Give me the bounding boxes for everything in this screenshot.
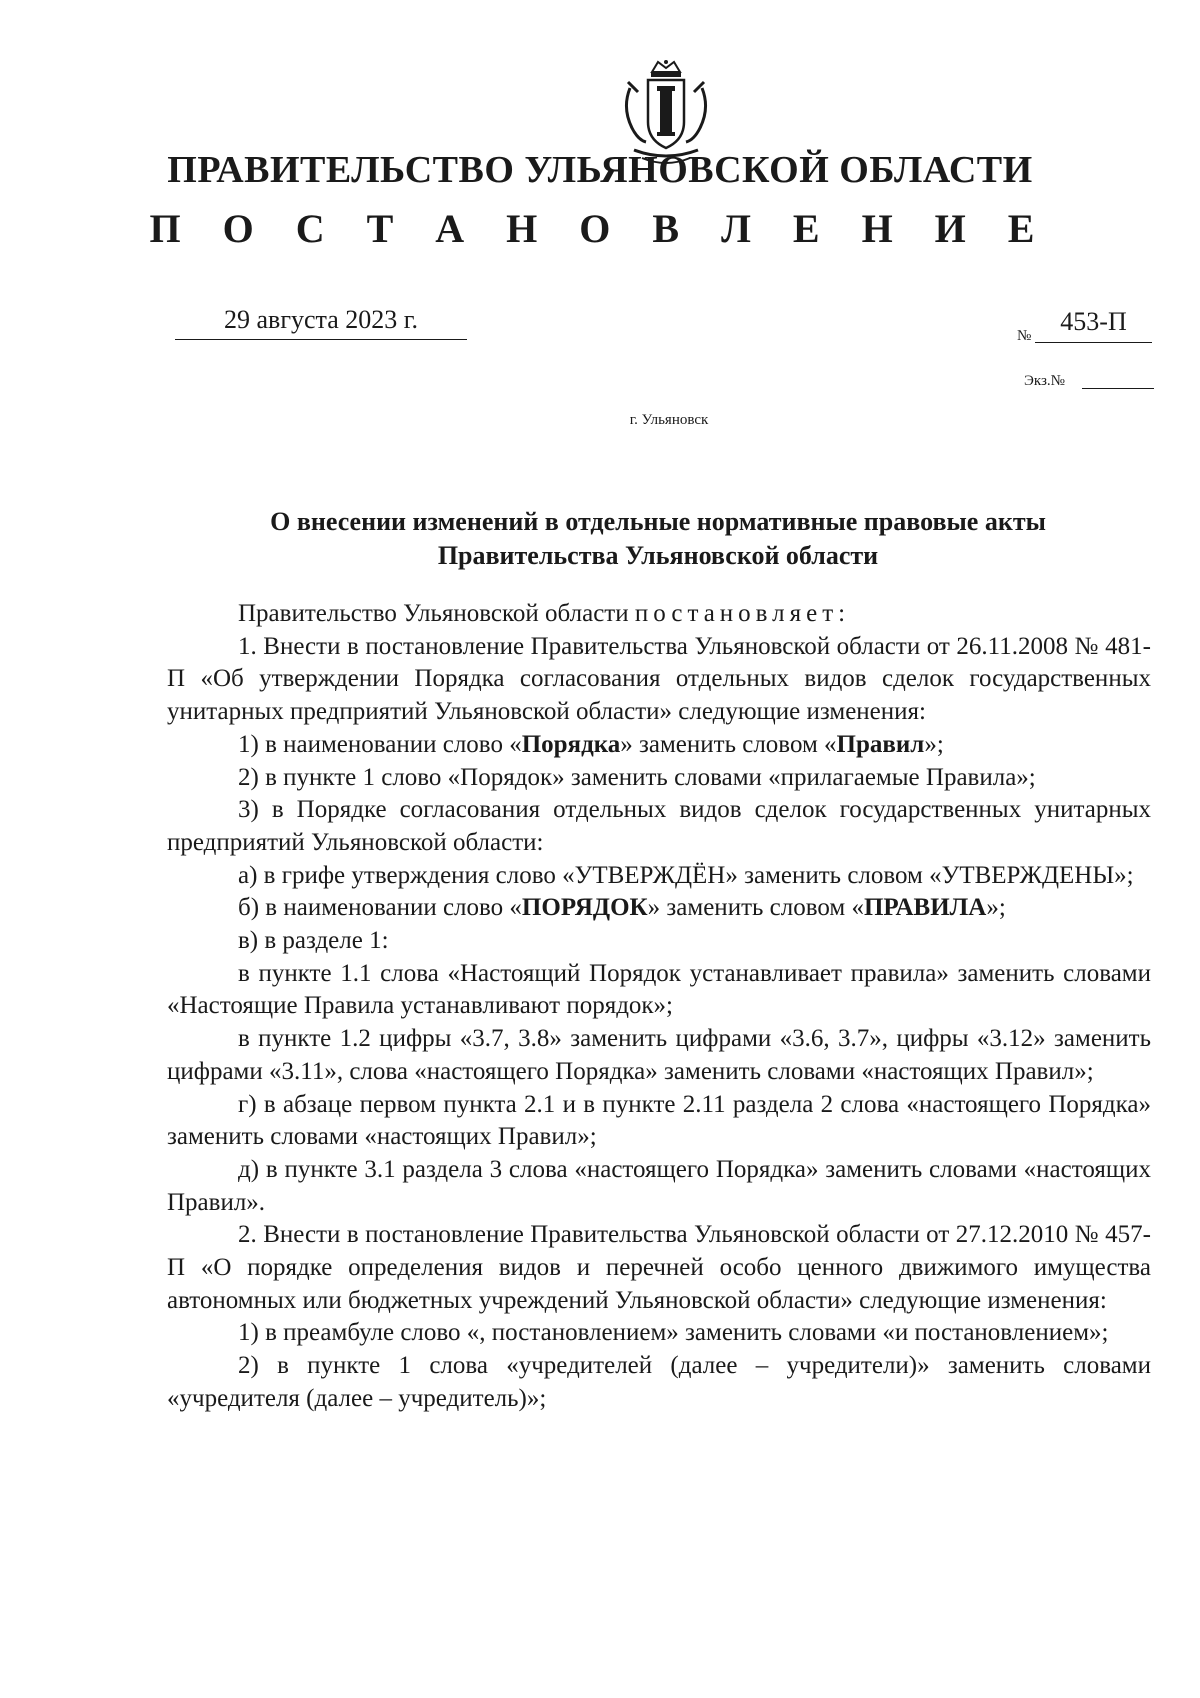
paragraph-1-3-d: д) в пункте 3.1 раздела 3 слова «настоящего Порядка» заменить словами «настоящих Правил». [167, 1155, 1151, 1216]
paragraph-1-3: 3) в Порядке согласования отдельных видов сделок государственных унитарных предприятий Ульяновской области: [167, 796, 1151, 856]
paragraph-1-3-v-1: в пункте 1.1 слова «Настоящий Порядок устанавливает правила» заменить словами «Настоящие Правила устанавливают порядок»; [167, 959, 1151, 1020]
paragraph-1-3-a: а) в грифе утверждения слово «УТВЕРЖДЁН» заменить словом «УТВЕРЖДЕНЫ»; [238, 861, 1134, 889]
paragraph-1-3-v: в) в разделе 1: [238, 927, 389, 955]
paragraph-2-2: 2) в пункте 1 слова «учредителей (далее – учредители)» заменить словами «учредителя (далее – учредитель)»; [167, 1352, 1151, 1412]
document-date: 29 августа 2023 г. [175, 305, 467, 340]
copy-number-line [1082, 388, 1154, 389]
paragraph-1-1: 1) в наименовании слово «Порядка» заменить словом «Правил»; [238, 730, 944, 758]
heading-line-1: О внесении изменений в отдельные нормативные правовые акты [270, 507, 1046, 536]
paragraph-2-1: 1) в преамбуле слово «, постановлением» заменить словами «и постановлением»; [238, 1319, 1109, 1347]
document-heading [160, 505, 1156, 573]
city: г. Ульяновск [629, 412, 709, 428]
paragraph-1-3-b: б) в наименовании слово «ПОРЯДОК» заменить словом «ПРАВИЛА»; [238, 894, 1006, 922]
document-number: 453-П [1035, 306, 1152, 343]
paragraph-1-2: 2) в пункте 1 слово «Порядок» заменить словами «прилагаемые Правила»; [238, 763, 1036, 791]
paragraph-intro: Правительство Ульяновской области постановляет: [238, 600, 851, 627]
government-title: ПРАВИТЕЛЬСТВО УЛЬЯНОВСКОЙ ОБЛАСТИ [167, 149, 1033, 191]
spaced-verb: постановляет: [634, 600, 851, 627]
copy-number-label: Экз.№ [1024, 373, 1065, 389]
paragraph-1: 1. Внести в постановление Правительства Ульяновской области от 26.11.2008 № 481-П «Об утверждении Порядка согласования отдельных видов сделок государственных унитарных предприятий Ульяновской области» следующие изменения: [167, 632, 1151, 726]
number-label: № [1017, 328, 1032, 344]
paragraph-1-3-v-2: в пункте 1.2 цифры «3.7, 3.8» заменить цифрами «3.6, 3.7», цифры «3.12» заменить цифрами «3.11», слова «настоящего Порядка» заменить словами «настоящих Правил»; [167, 1025, 1151, 1085]
heading-line-2: Правительства Ульяновской области [437, 541, 879, 570]
document-type: П О С Т А Н О В Л Е Н И Е [149, 206, 1051, 251]
paragraph-2: 2. Внести в постановление Правительства Ульяновской области от 27.12.2010 № 457-П «О порядке определения видов и перечней особо ценного движимого имущества автономных или бюджетных учреждений Ульяновской области» следующие изменения: [167, 1221, 1151, 1314]
document-body [167, 598, 1151, 1416]
paragraph-1-3-g: г) в абзаце первом пункта 2.1 и в пункте 2.11 раздела 2 слова «настоящего Порядка» заменить словами «настоящих Правил»; [167, 1090, 1151, 1151]
